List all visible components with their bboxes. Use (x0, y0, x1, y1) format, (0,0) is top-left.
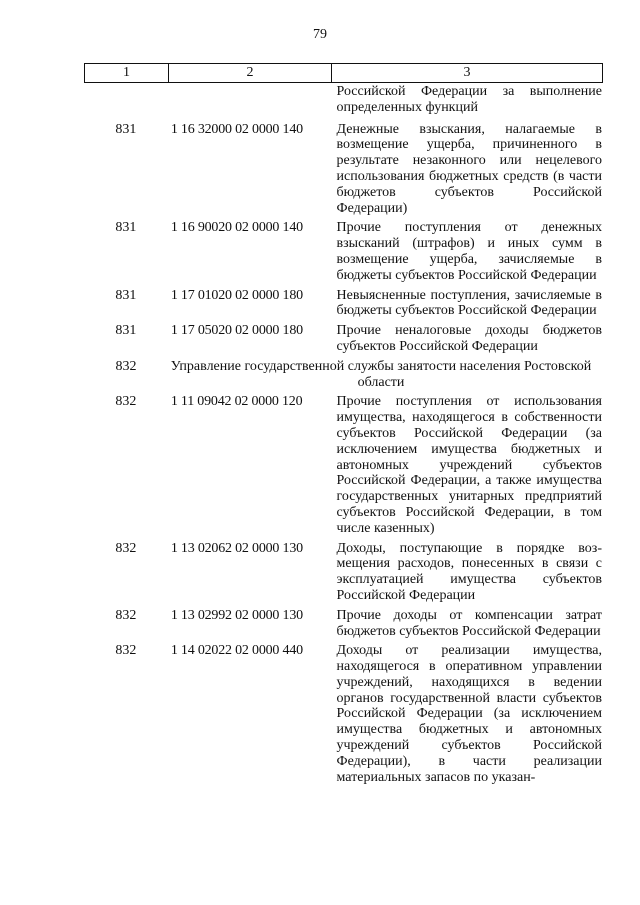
row-description: Невыясненные поступления, зачисляемые в бюджеты субъектов Российской Федерации (336, 287, 602, 319)
row-admin-code: 832 (115, 394, 137, 410)
row-budget-code: 1 13 02062 02 0000 130 (170, 540, 303, 556)
row-budget-code: 1 16 90020 02 0000 140 (170, 220, 303, 236)
header-col-2: 2 (169, 64, 332, 83)
row-description: Прочие поступления от использования имущества, находящегося в собственности субъектов Российской Федерации (за исключением имущества бюджетных и автономных учреждений субъектов Российской Федерации, а также имущества государственных унитарных предприятий субъектов Российской Федерации, в том числе казенных) (336, 394, 602, 536)
row-admin-code: 831 (115, 220, 137, 236)
row-admin-code: 831 (115, 121, 137, 137)
row-description: Прочие неналоговые доходы бюджетов субъектов Российской Федерации (336, 323, 602, 354)
row-description: Российской Федерации за выполнение определенных функций (336, 84, 602, 115)
table-row (84, 643, 602, 785)
page-number: 79 (313, 27, 327, 42)
row-budget-code: 1 17 01020 02 0000 180 (170, 287, 303, 303)
row-description: Доходы от реализации имущества, находящегося в оперативном управлении учреждений, находящихся в ведении органов государственной власти субъектов Российской Федерации (за исключением имущества бюджетных и автономных учреждений субъектов Российской Федерации), в части реализации материальных запасов по указан- (336, 643, 602, 785)
row-description: Прочие поступления от денежных взысканий (штрафов) и иных сумм в возмещение ущерба, зачисляемые в бюджеты субъектов Российской Федерации (336, 220, 602, 283)
row-admin-code: 831 (115, 287, 137, 303)
table-row (84, 394, 602, 536)
row-description: Прочие доходы от компенсации затрат бюджетов субъектов Российской Федерации (336, 607, 602, 639)
table-row (84, 288, 602, 320)
row-admin-code: 832 (115, 643, 137, 659)
row-budget-code: 1 16 32000 02 0000 140 (170, 121, 303, 137)
row-budget-code: 1 14 02022 02 0000 440 (170, 643, 303, 659)
table-row (84, 323, 602, 355)
header-col-1: 1 (85, 64, 169, 83)
row-description: Доходы, поступающие в порядке возмещения расходов, понесенных в связи с эксплуатацией имущества субъектов Российской Федерации (336, 540, 602, 603)
row-budget-code: 1 13 02992 02 0000 130 (170, 607, 303, 623)
table-row (84, 122, 602, 217)
table-row (84, 541, 602, 604)
row-admin-code: 832 (115, 540, 137, 556)
table-header (84, 63, 603, 83)
section-row (84, 359, 602, 391)
row-budget-code: 1 17 05020 02 0000 180 (170, 323, 303, 339)
table-row (84, 84, 602, 116)
header-col-3: 3 (332, 64, 603, 83)
row-budget-code: 1 11 09042 02 0000 120 (170, 394, 303, 410)
row-admin-code: 832 (115, 607, 137, 623)
table-row (84, 220, 602, 283)
row-admin-code: 831 (115, 323, 137, 339)
row-description: Денежные взыскания, налагаемые в возмещение ущерба, причиненного в результате незаконного или нецелевого использования бюджетных средств (в части бюджетов субъектов Российской Федерации) (336, 121, 602, 216)
section-admin-code: 832 (115, 358, 137, 374)
table-body (84, 84, 602, 789)
table-row (84, 608, 602, 640)
section-title: Управление государственной службы занятости населения Ростовской области (170, 358, 592, 390)
